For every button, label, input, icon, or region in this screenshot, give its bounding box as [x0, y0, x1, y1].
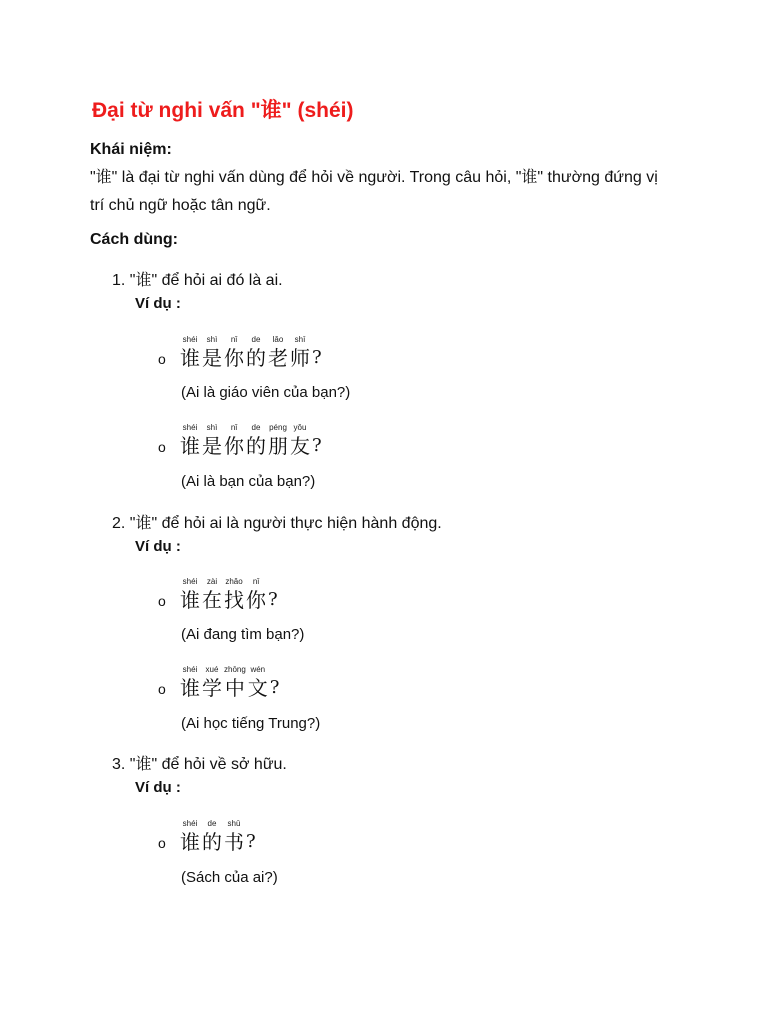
concept-line-1: "谁" là đại từ nghi vấn dùng để hỏi về người. Trong câu hỏi, "谁" thường đứng vị: [90, 169, 658, 186]
hanzi: 是: [202, 434, 222, 458]
example-label: Ví dụ :: [135, 295, 181, 312]
pinyin: zhōng: [224, 665, 246, 674]
example-translation: (Ai học tiếng Trung?): [181, 715, 321, 732]
hanzi: 学: [202, 676, 222, 700]
item-number: 3.: [112, 756, 126, 773]
example-translation: (Ai là bạn của bạn?): [181, 473, 316, 490]
pinyin: shéi: [182, 335, 198, 344]
pinyin: nǐ: [230, 423, 238, 432]
pinyin: shéi: [182, 423, 198, 432]
hanzi: 老: [268, 346, 288, 370]
example-translation: (Ai đang tìm bạn?): [181, 626, 305, 643]
pinyin: shī: [294, 335, 306, 344]
example-label: Ví dụ :: [135, 538, 181, 555]
hanzi: 谁: [180, 434, 200, 458]
hanzi: 在: [202, 588, 222, 612]
pinyin: shū: [227, 819, 241, 828]
bullet-icon: o: [158, 351, 166, 367]
usage-label: Cách dùng:: [90, 231, 178, 248]
question-mark: ?: [312, 347, 322, 368]
hanzi: 谁: [180, 346, 200, 370]
bullet-icon: o: [158, 681, 166, 697]
pinyin: zài: [206, 577, 218, 586]
hanzi: 朋: [268, 434, 288, 458]
pinyin: wén: [250, 665, 266, 674]
pinyin: shéi: [182, 665, 198, 674]
hanzi: 书: [224, 830, 244, 854]
hanzi: 的: [246, 434, 266, 458]
pinyin: shì: [206, 423, 218, 432]
pinyin: shì: [206, 335, 218, 344]
bullet-icon: o: [158, 439, 166, 455]
item-number: 2.: [112, 515, 126, 532]
hanzi: 中: [224, 676, 245, 700]
pinyin: xué: [205, 665, 219, 674]
example-label: Ví dụ :: [135, 779, 181, 796]
pinyin: de: [207, 819, 217, 828]
hanzi: 你: [246, 588, 266, 612]
hanzi: 的: [202, 830, 222, 854]
hanzi: 谁: [180, 830, 200, 854]
question-mark: ?: [312, 435, 322, 456]
pinyin: lǎo: [272, 335, 284, 344]
usage-item-1: [112, 267, 283, 290]
hanzi: 的: [246, 346, 266, 370]
hanzi: 你: [224, 346, 244, 370]
example-translation: (Sách của ai?): [181, 869, 278, 886]
pinyin: zhǎo: [225, 577, 243, 586]
concept-label: Khái niệm:: [90, 141, 172, 158]
question-mark: ?: [268, 589, 278, 610]
pinyin: shéi: [182, 819, 198, 828]
usage-item-3: [112, 751, 287, 774]
pinyin: shéi: [182, 577, 198, 586]
pinyin: yǒu: [293, 423, 307, 432]
bullet-icon: o: [158, 593, 166, 609]
hanzi: 友: [290, 434, 310, 458]
hanzi: 找: [224, 588, 244, 612]
hanzi: 谁: [180, 676, 200, 700]
pinyin: de: [251, 335, 261, 344]
hanzi: 文: [247, 676, 268, 700]
pinyin: péng: [269, 423, 287, 432]
pinyin: nǐ: [252, 577, 260, 586]
item-number: 1.: [112, 272, 126, 289]
hanzi: 是: [202, 346, 222, 370]
hanzi: 你: [224, 434, 244, 458]
item-text: "谁" để hỏi ai là người thực hiện hành động.: [129, 515, 442, 532]
pinyin: de: [251, 423, 261, 432]
item-text: "谁" để hỏi về sở hữu.: [129, 756, 287, 773]
concept-line-2: trí chủ ngữ hoặc tân ngữ.: [90, 197, 271, 214]
pinyin: nǐ: [230, 335, 238, 344]
hanzi: 师: [290, 346, 310, 370]
bullet-icon: o: [158, 835, 166, 851]
item-text: "谁" để hỏi ai đó là ai.: [129, 272, 283, 289]
page-title: Đại từ nghi vấn "谁" (shéi): [92, 99, 354, 122]
question-mark: ?: [269, 677, 280, 698]
usage-item-2: [112, 510, 442, 533]
example-translation: (Ai là giáo viên của bạn?): [181, 384, 351, 401]
hanzi: 谁: [180, 588, 200, 612]
question-mark: ?: [246, 831, 256, 852]
